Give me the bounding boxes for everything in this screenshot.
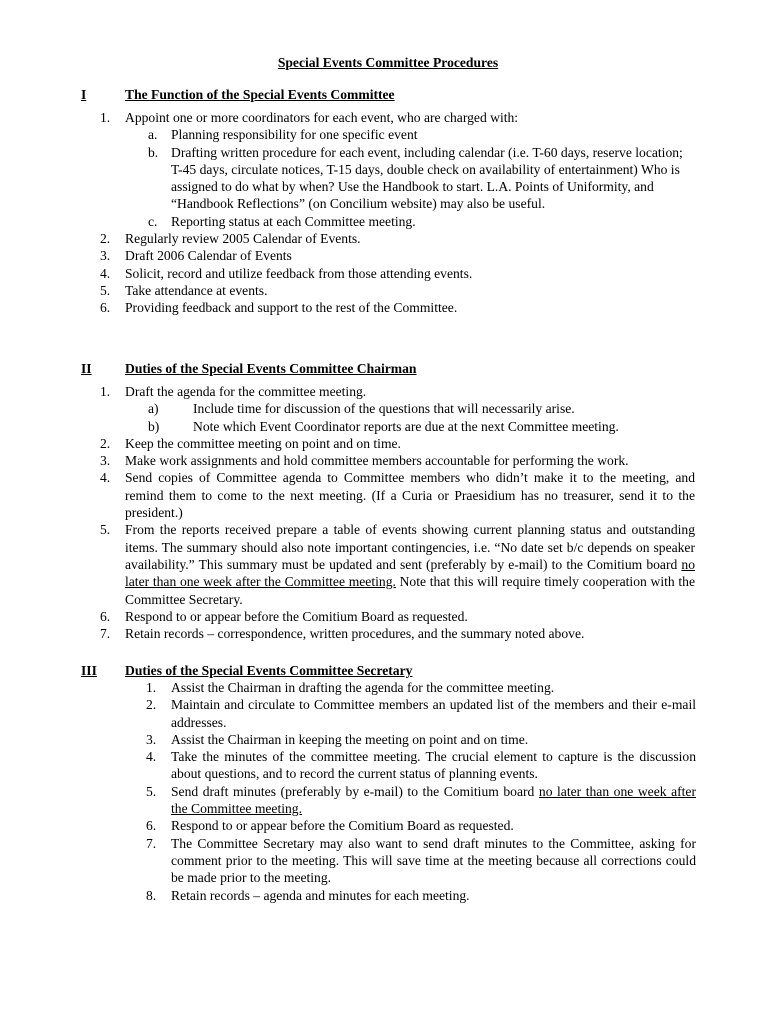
list-item xyxy=(0,469,768,521)
item-number: a. xyxy=(148,127,158,143)
item-text: Respond to or appear before the Comitium Board as requested. xyxy=(125,608,468,624)
item-number: 2. xyxy=(100,435,111,451)
item-text: The Committee Secretary may also want to send draft minutes to the Committee, asking for comment prior to the meeting. This will save time at the meeting because all corrections could be made prior to the meeting. xyxy=(171,835,696,886)
section-list xyxy=(0,109,768,317)
item-number: 3. xyxy=(100,453,111,469)
list-item xyxy=(0,452,768,469)
section-title: The Function of the Special Events Committee xyxy=(125,87,395,102)
list-item xyxy=(0,109,768,126)
item-text: From the reports received prepare a table of events showing current planning status and outstanding items. The summary should also note important contingencies, i.e. “No date set b/c depends on speaker availability.” This summary must be updated and sent (preferably by e-mail) to the Comitium board xyxy=(125,522,695,572)
sub-item xyxy=(0,126,768,143)
item-text: Solicit, record and utilize feedback from those attending events. xyxy=(125,265,473,281)
section-list xyxy=(0,679,768,904)
list-item xyxy=(0,748,768,783)
list-item xyxy=(0,783,768,818)
item-number: 2. xyxy=(100,231,111,247)
section-heading xyxy=(0,86,768,103)
item-number: 6. xyxy=(100,300,111,316)
item-text: Reporting status at each Committee meeting. xyxy=(171,213,416,229)
sub-item xyxy=(0,213,768,230)
item-number: 1. xyxy=(100,110,111,125)
item-number: 5. xyxy=(100,282,111,298)
item-text-continued: Note that this will require timely cooperation with the Committee Secretary. xyxy=(125,574,695,607)
document-title: Special Events Committee Procedures xyxy=(277,55,499,70)
list-item xyxy=(0,625,768,642)
item-number: 2. xyxy=(146,697,157,713)
item-number: 4. xyxy=(146,749,157,765)
list-item xyxy=(0,521,768,607)
item-text: Planning responsibility for one specific event xyxy=(171,127,418,143)
item-text: Include time for discussion of the questions that will necessarily arise. xyxy=(193,401,575,417)
list-item xyxy=(0,230,768,247)
item-number: c. xyxy=(148,213,158,229)
item-number: 4. xyxy=(100,265,111,281)
item-number: 3. xyxy=(100,248,111,264)
item-text: Appoint one or more coordinators for each event, who are charged with: xyxy=(125,110,519,125)
item-number: 4. xyxy=(100,470,111,486)
item-text: Keep the committee meeting on point and on time. xyxy=(125,435,401,451)
item-number: 7. xyxy=(146,835,157,851)
sub-item xyxy=(0,418,768,435)
item-text: Retain records – agenda and minutes for each meeting. xyxy=(171,887,470,903)
list-item xyxy=(0,247,768,264)
list-item xyxy=(0,835,768,887)
item-number: 5. xyxy=(100,522,111,538)
item-text: Take the minutes of the committee meeting. The crucial element to capture is the discussion about questions, and to record the current status of planning events. xyxy=(171,749,696,782)
item-text: Maintain and circulate to Committee members an updated list of the members and their e-mail addresses. xyxy=(171,697,696,730)
item-number: 1. xyxy=(146,680,157,695)
item-text: Draft 2006 Calendar of Events xyxy=(125,248,292,264)
list-item xyxy=(0,731,768,748)
underlined-deadline: no later than one week after the Committee meeting. xyxy=(171,783,696,817)
section-title: Duties of the Special Events Committee Secretary xyxy=(125,663,413,678)
list-item xyxy=(0,435,768,452)
item-text: Send copies of Committee agenda to Committee members who didn’t make it to the meeting, and remind them to come to the next meeting. (If a Curia or Praesidium has no treasurer, send it to the president.) xyxy=(125,470,695,521)
item-number: a) xyxy=(148,401,159,417)
item-number: 6. xyxy=(146,818,157,834)
section-number: II xyxy=(81,361,92,376)
section-secretary xyxy=(0,662,768,904)
item-text: Note which Event Coordinator reports are due at the next Committee meeting. xyxy=(193,418,619,434)
list-item xyxy=(0,282,768,299)
item-text: Assist the Chairman in keeping the meeting on point and on time. xyxy=(171,731,529,747)
underlined-deadline: no later than one week after the Committee meeting. xyxy=(125,556,695,590)
item-number: 5. xyxy=(146,783,157,799)
list-item xyxy=(0,696,768,731)
item-text: Providing feedback and support to the rest of the Committee. xyxy=(125,300,458,316)
sub-item xyxy=(0,144,768,213)
list-item xyxy=(0,817,768,834)
section-list xyxy=(0,383,768,642)
item-number: b) xyxy=(148,418,160,434)
item-text: Respond to or appear before the Comitium Board as requested. xyxy=(171,818,514,834)
item-number: 3. xyxy=(146,731,157,747)
list-item xyxy=(0,608,768,625)
section-number: I xyxy=(81,87,87,102)
section-heading xyxy=(0,662,768,679)
item-text: Take attendance at events. xyxy=(125,282,268,298)
list-item xyxy=(0,299,768,316)
list-item xyxy=(0,383,768,400)
section-chairman xyxy=(0,360,768,642)
item-number: 7. xyxy=(100,626,111,642)
item-number: 8. xyxy=(146,887,157,903)
item-text: Retain records – correspondence, written procedures, and the summary noted above. xyxy=(125,626,585,642)
sub-item xyxy=(0,400,768,417)
section-number: III xyxy=(81,663,97,678)
list-item xyxy=(0,679,768,696)
list-item xyxy=(0,265,768,282)
item-number: 1. xyxy=(100,384,111,399)
item-text: Draft the agenda for the committee meeting. xyxy=(125,384,367,399)
item-text: Regularly review 2005 Calendar of Events. xyxy=(125,231,361,247)
item-text: Assist the Chairman in drafting the agenda for the committee meeting. xyxy=(171,680,555,695)
item-number: 6. xyxy=(100,608,111,624)
item-text: Make work assignments and hold committee members accountable for performing the work. xyxy=(125,453,629,469)
section-function xyxy=(0,86,768,317)
item-text: Drafting written procedure for each event, including calendar (i.e. T-60 days, reserve location; T-45 days, circulate notices, T-15 days, double check on availability of entertainment) Who is assigned to do what by when? Use the Handbook to start. L.A. Points of Uniformity, and “Handbook Reflections” (on Concilium website) may also be useful. xyxy=(171,144,683,212)
item-number: b. xyxy=(148,144,159,160)
list-item xyxy=(0,887,768,904)
section-title: Duties of the Special Events Committee Chairman xyxy=(125,361,417,376)
item-text: Send draft minutes (preferably by e-mail) to the Comitium board xyxy=(171,783,539,799)
section-heading xyxy=(0,360,768,377)
